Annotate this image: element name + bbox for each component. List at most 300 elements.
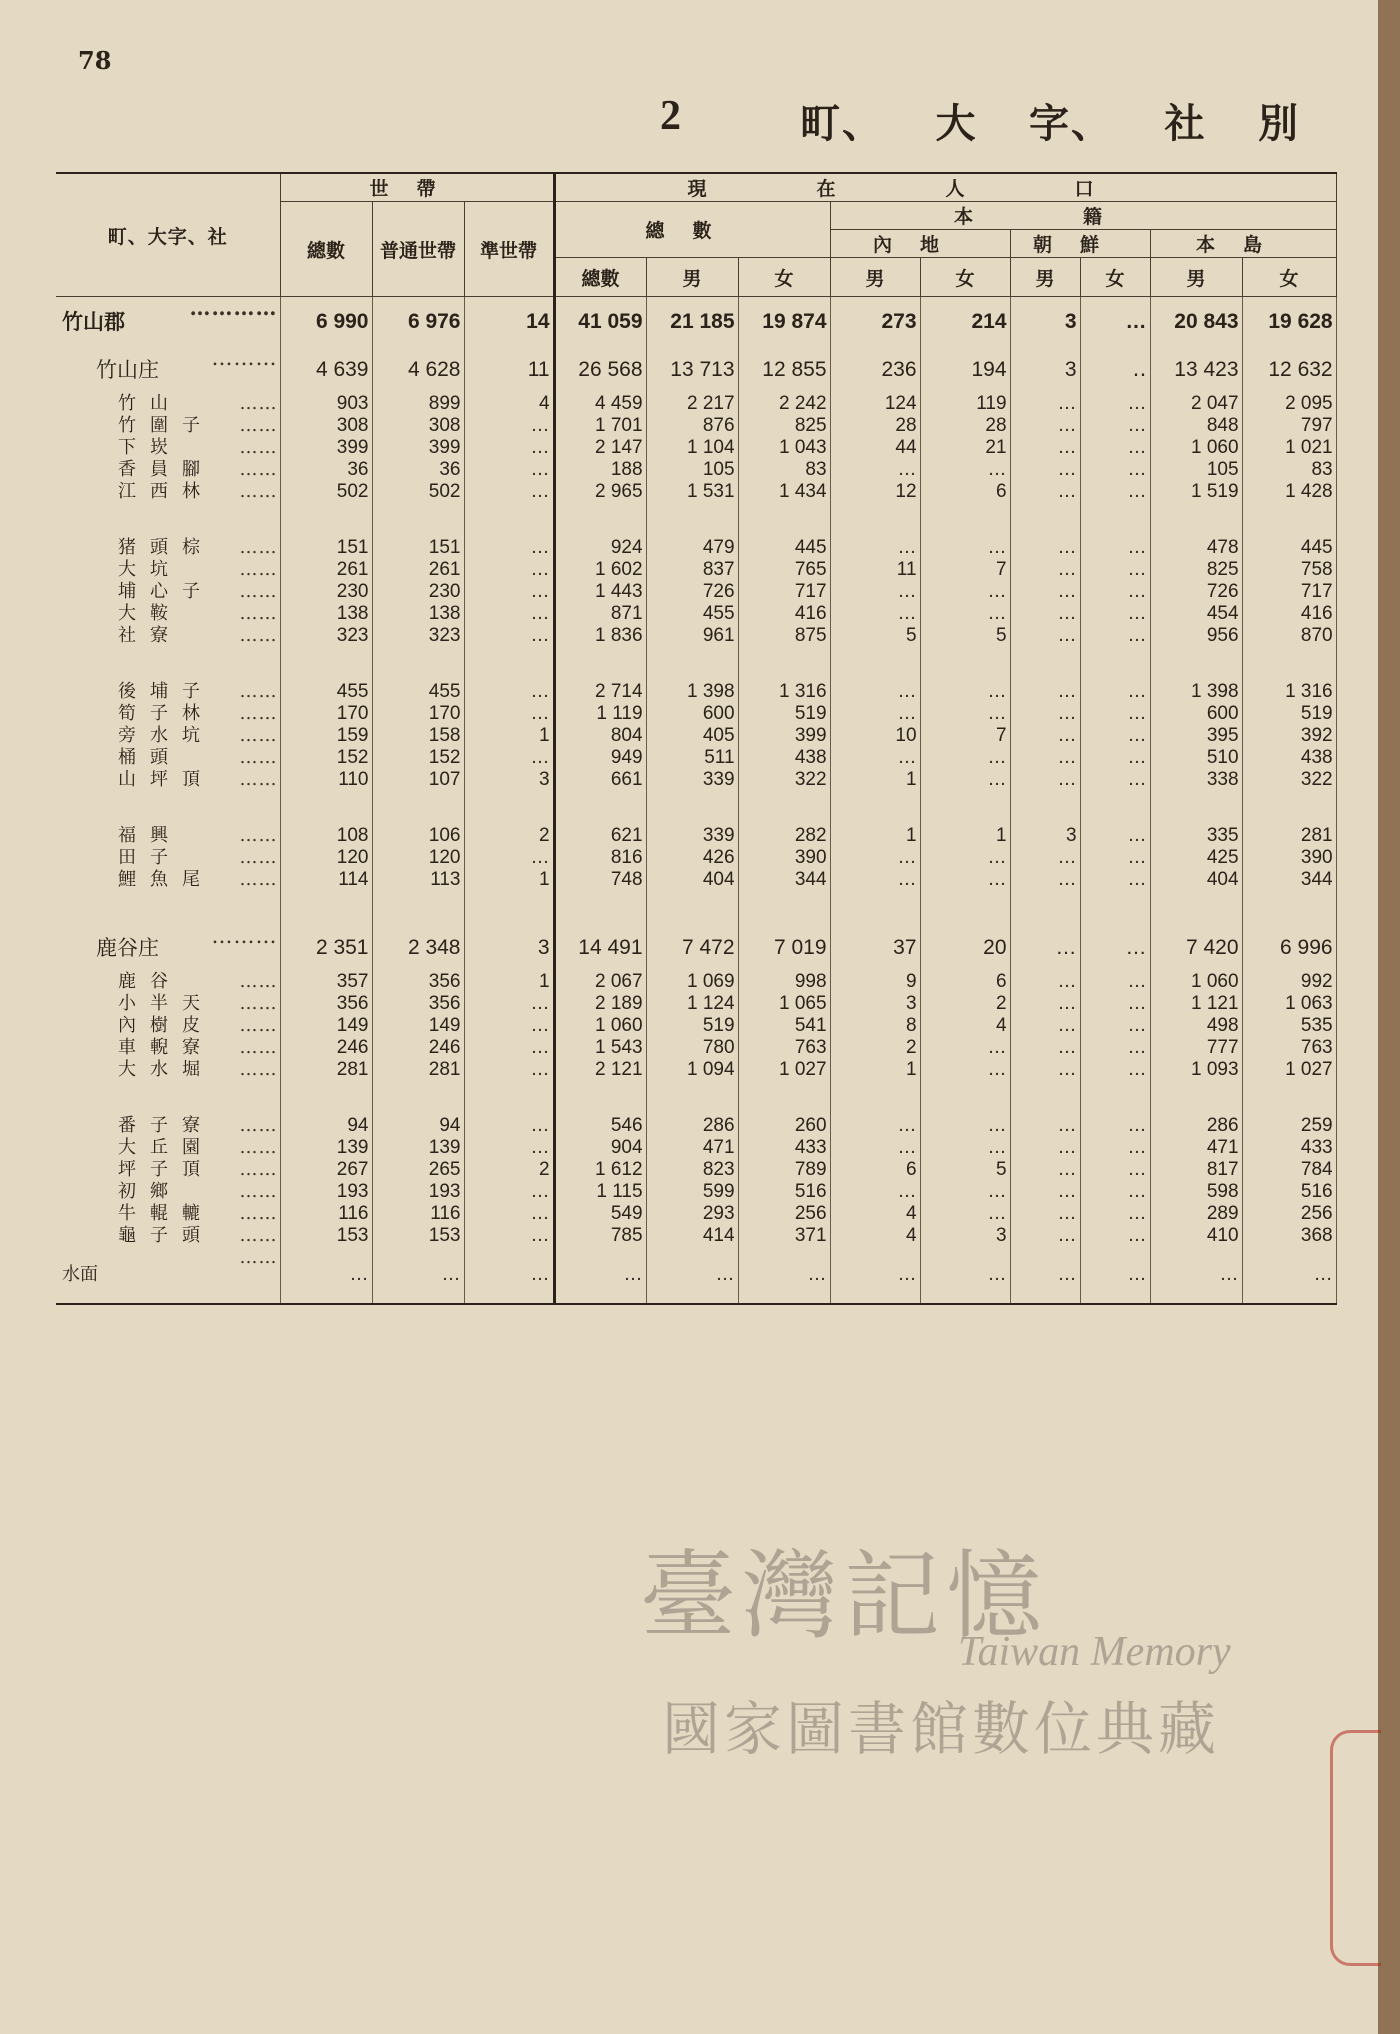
table-row: [56, 481, 1336, 503]
value-cell: 230: [372, 581, 464, 603]
value-cell: …: [1080, 1137, 1150, 1159]
value-cell: 600: [1150, 703, 1242, 725]
empty-cell: [1010, 891, 1080, 925]
table-row: [56, 393, 1336, 415]
row-name: 田子: [118, 847, 182, 868]
row-name-cell: [56, 847, 280, 869]
row-name-cell: [56, 1159, 280, 1181]
value-cell: 1 027: [1242, 1059, 1336, 1081]
leader-dots: ……: [239, 1115, 278, 1136]
row-name-cell: [56, 1225, 280, 1247]
value-cell: 36: [280, 459, 372, 481]
row-name: 鹿谷: [118, 971, 182, 992]
value-cell: 1 316: [738, 681, 830, 703]
leader-dots: ……: [239, 459, 278, 480]
title-char: 別: [1258, 100, 1300, 147]
leader-dots: ……: [239, 625, 278, 646]
value-cell: 516: [738, 1181, 830, 1203]
value-cell: 19 874: [738, 297, 830, 348]
value-cell: 899: [372, 393, 464, 415]
empty-cell: [1242, 647, 1336, 681]
value-cell: 3: [1010, 825, 1080, 847]
value-cell: 599: [646, 1181, 738, 1203]
leader-dots: ……: [239, 1225, 278, 1246]
value-cell: 124: [830, 393, 920, 415]
row-name-cell: [56, 993, 280, 1015]
value-cell: 322: [738, 769, 830, 791]
value-cell: …: [1080, 747, 1150, 769]
value-cell: 193: [372, 1181, 464, 1203]
row-name: 竹圍子: [118, 415, 214, 436]
header-chosen: 朝鮮: [1010, 230, 1150, 258]
value-cell: 3: [1010, 297, 1080, 348]
value-cell: 356: [372, 971, 464, 993]
value-cell: 797: [1242, 415, 1336, 437]
table-row: [56, 603, 1336, 625]
row-name-cell: [56, 1115, 280, 1137]
value-cell: 2: [464, 825, 554, 847]
row-name: 山坪頂: [118, 769, 214, 790]
value-cell: 416: [738, 603, 830, 625]
value-cell: 8: [830, 1015, 920, 1037]
row-name-cell: [56, 769, 280, 791]
leader-dots: ………: [211, 347, 278, 370]
empty-cell: [1080, 791, 1150, 825]
row-name: 大丘園: [118, 1137, 214, 1158]
value-cell: 356: [372, 993, 464, 1015]
value-cell: 455: [372, 681, 464, 703]
value-cell: 11: [464, 347, 554, 393]
row-name-cell: [56, 459, 280, 481]
table-row: [56, 415, 1336, 437]
value-cell: …: [1080, 1037, 1150, 1059]
value-cell: 105: [646, 459, 738, 481]
value-cell: 1 060: [554, 1015, 646, 1037]
value-cell: 414: [646, 1225, 738, 1247]
value-cell: 281: [372, 1059, 464, 1081]
value-cell: 837: [646, 559, 738, 581]
empty-cell: [920, 791, 1010, 825]
value-cell: …: [830, 1137, 920, 1159]
row-name-cell: [56, 747, 280, 769]
spacer-row: [56, 1081, 1336, 1115]
value-cell: 113: [372, 869, 464, 891]
value-cell: 2 095: [1242, 393, 1336, 415]
value-cell: 20 843: [1150, 297, 1242, 348]
value-cell: 1 094: [646, 1059, 738, 1081]
value-cell: …: [1080, 437, 1150, 459]
empty-cell: [372, 503, 464, 537]
value-cell: 4: [464, 393, 554, 415]
value-cell: …: [464, 681, 554, 703]
value-cell: 1 434: [738, 481, 830, 503]
value-cell: 1 543: [554, 1037, 646, 1059]
row-name-cell: [56, 625, 280, 647]
value-cell: 158: [372, 725, 464, 747]
leader-dots: ……: [239, 993, 278, 1014]
empty-cell: [554, 647, 646, 681]
header-female: 女: [920, 258, 1010, 297]
value-cell: …: [1010, 1159, 1080, 1181]
value-cell: …: [1010, 703, 1080, 725]
row-name-cell: [56, 1015, 280, 1037]
header-female: 女: [1242, 258, 1336, 297]
value-cell: …: [464, 581, 554, 603]
row-name: 大鞍: [118, 603, 182, 624]
value-cell: 110: [280, 769, 372, 791]
value-cell: 230: [280, 581, 372, 603]
value-cell: 1 602: [554, 559, 646, 581]
value-cell: 265: [372, 1159, 464, 1181]
value-cell: 502: [280, 481, 372, 503]
header-female: 女: [1080, 258, 1150, 297]
watermark: [640, 1520, 1300, 1763]
row-name-cell: [56, 481, 280, 503]
value-cell: …: [830, 847, 920, 869]
value-cell: 2: [830, 1037, 920, 1059]
leader-dots: ……: [239, 725, 278, 746]
value-cell: …: [1010, 625, 1080, 647]
value-cell: 7: [920, 559, 1010, 581]
value-cell: …: [830, 1181, 920, 1203]
value-cell: …: [920, 581, 1010, 603]
value-cell: 1: [920, 825, 1010, 847]
value-cell: 2 067: [554, 971, 646, 993]
value-cell: 282: [738, 825, 830, 847]
value-cell: 308: [280, 415, 372, 437]
header-male: 男: [1150, 258, 1242, 297]
value-cell: 138: [280, 603, 372, 625]
empty-cell: [920, 647, 1010, 681]
value-cell: 4: [830, 1225, 920, 1247]
value-cell: …: [1080, 1015, 1150, 1037]
value-cell: 152: [372, 747, 464, 769]
row-name: 鯉魚尾: [118, 869, 214, 890]
value-cell: 395: [1150, 725, 1242, 747]
value-cell: 789: [738, 1159, 830, 1181]
value-cell: …: [738, 1247, 830, 1304]
value-cell: 107: [372, 769, 464, 791]
value-cell: 214: [920, 297, 1010, 348]
empty-cell: [738, 503, 830, 537]
empty-cell: [738, 1081, 830, 1115]
value-cell: 1 060: [1150, 437, 1242, 459]
row-name-cell: [56, 681, 280, 703]
value-cell: 904: [554, 1137, 646, 1159]
value-cell: …: [1010, 1137, 1080, 1159]
table-row: [56, 1247, 1336, 1304]
value-cell: 194: [920, 347, 1010, 393]
empty-cell: [372, 1081, 464, 1115]
value-cell: 153: [372, 1225, 464, 1247]
value-cell: 116: [372, 1203, 464, 1225]
value-cell: …: [1080, 971, 1150, 993]
value-cell: 323: [372, 625, 464, 647]
value-cell: 1 836: [554, 625, 646, 647]
value-cell: …: [830, 581, 920, 603]
value-cell: 777: [1150, 1037, 1242, 1059]
value-cell: 10: [830, 725, 920, 747]
watermark-english: Taiwan Memory: [958, 1629, 1231, 1675]
empty-cell: [920, 1081, 1010, 1115]
value-cell: 479: [646, 537, 738, 559]
value-cell: 259: [1242, 1115, 1336, 1137]
value-cell: 28: [830, 415, 920, 437]
value-cell: …: [1080, 1059, 1150, 1081]
value-cell: …: [1010, 603, 1080, 625]
value-cell: 12: [830, 481, 920, 503]
empty-cell: [1242, 791, 1336, 825]
value-cell: …: [1010, 725, 1080, 747]
value-cell: …: [920, 537, 1010, 559]
value-cell: 621: [554, 825, 646, 847]
value-cell: 6 996: [1242, 925, 1336, 971]
leader-dots: ……: [239, 1015, 278, 1036]
value-cell: 356: [280, 993, 372, 1015]
value-cell: …: [1010, 581, 1080, 603]
value-cell: 956: [1150, 625, 1242, 647]
value-cell: 371: [738, 1225, 830, 1247]
value-cell: 1 063: [1242, 993, 1336, 1015]
value-cell: 390: [1242, 847, 1336, 869]
value-cell: 765: [738, 559, 830, 581]
table-body: [56, 297, 1336, 1305]
value-cell: 875: [738, 625, 830, 647]
value-cell: …: [1010, 481, 1080, 503]
value-cell: …: [1080, 559, 1150, 581]
value-cell: …: [464, 993, 554, 1015]
value-cell: …: [280, 1247, 372, 1304]
value-cell: 3: [920, 1225, 1010, 1247]
table-row: [56, 869, 1336, 891]
value-cell: 758: [1242, 559, 1336, 581]
page-number: 78: [78, 46, 112, 75]
value-cell: 267: [280, 1159, 372, 1181]
value-cell: 260: [738, 1115, 830, 1137]
row-name: 竹山庄: [96, 358, 159, 382]
value-cell: 13 423: [1150, 347, 1242, 393]
value-cell: …: [1080, 703, 1150, 725]
value-cell: 992: [1242, 971, 1336, 993]
empty-cell: [56, 503, 280, 537]
empty-cell: [738, 791, 830, 825]
red-stamp: [1330, 1730, 1381, 1966]
value-cell: 106: [372, 825, 464, 847]
value-cell: 335: [1150, 825, 1242, 847]
value-cell: …: [464, 703, 554, 725]
leader-dots: ……: [239, 481, 278, 502]
value-cell: 1 701: [554, 415, 646, 437]
header-male: 男: [1010, 258, 1080, 297]
value-cell: …: [1150, 1247, 1242, 1304]
empty-cell: [56, 791, 280, 825]
leader-dots: ……: [239, 769, 278, 790]
title-text: [800, 92, 1300, 149]
value-cell: …: [464, 481, 554, 503]
value-cell: 404: [646, 869, 738, 891]
value-cell: 2 965: [554, 481, 646, 503]
value-cell: 6: [920, 971, 1010, 993]
value-cell: 510: [1150, 747, 1242, 769]
value-cell: …: [1010, 415, 1080, 437]
value-cell: 549: [554, 1203, 646, 1225]
title-char: 字、: [1029, 100, 1113, 147]
value-cell: 28: [920, 415, 1010, 437]
value-cell: …: [1080, 625, 1150, 647]
row-name-cell: [56, 1137, 280, 1159]
value-cell: ‥: [1080, 347, 1150, 393]
row-name: 龜子頭: [118, 1225, 214, 1246]
value-cell: 1 121: [1150, 993, 1242, 1015]
value-cell: 399: [372, 437, 464, 459]
row-name-cell: [56, 437, 280, 459]
value-cell: 273: [830, 297, 920, 348]
value-cell: 83: [738, 459, 830, 481]
empty-cell: [280, 1081, 372, 1115]
row-name: 內樹皮: [118, 1015, 214, 1036]
value-cell: 151: [280, 537, 372, 559]
empty-cell: [372, 891, 464, 925]
value-cell: 1 428: [1242, 481, 1336, 503]
value-cell: …: [1010, 1037, 1080, 1059]
spacer-row: [56, 503, 1336, 537]
row-name: 下崁: [118, 437, 182, 458]
empty-cell: [56, 647, 280, 681]
empty-cell: [1150, 503, 1242, 537]
value-cell: …: [920, 1115, 1010, 1137]
value-cell: 12 855: [738, 347, 830, 393]
row-name-cell: [56, 825, 280, 847]
row-name-cell: [56, 1247, 280, 1304]
empty-cell: [646, 891, 738, 925]
value-cell: 2 121: [554, 1059, 646, 1081]
table-row: [56, 459, 1336, 481]
value-cell: …: [920, 681, 1010, 703]
value-cell: 535: [1242, 1015, 1336, 1037]
value-cell: 404: [1150, 869, 1242, 891]
value-cell: 1 027: [738, 1059, 830, 1081]
value-cell: …: [464, 1181, 554, 1203]
value-cell: 445: [1242, 537, 1336, 559]
leader-dots: ……: [239, 1059, 278, 1080]
table-row: [56, 581, 1336, 603]
page-title: [660, 92, 1300, 148]
empty-cell: [1150, 1081, 1242, 1115]
value-cell: …: [1080, 925, 1150, 971]
value-cell: 2 147: [554, 437, 646, 459]
row-name: 埔心子: [118, 581, 214, 602]
value-cell: …: [1010, 1181, 1080, 1203]
row-name: 福興: [118, 825, 182, 846]
value-cell: 5: [920, 625, 1010, 647]
empty-cell: [1242, 1081, 1336, 1115]
table-row: [56, 1115, 1336, 1137]
value-cell: 1 093: [1150, 1059, 1242, 1081]
empty-cell: [554, 503, 646, 537]
value-cell: …: [1080, 581, 1150, 603]
value-cell: 871: [554, 603, 646, 625]
value-cell: 949: [554, 747, 646, 769]
value-cell: 9: [830, 971, 920, 993]
value-cell: 14: [464, 297, 554, 348]
row-name: 竹山: [118, 393, 182, 414]
value-cell: 21: [920, 437, 1010, 459]
value-cell: 159: [280, 725, 372, 747]
leader-dots: ……: [239, 537, 278, 558]
value-cell: 1 043: [738, 437, 830, 459]
value-cell: 410: [1150, 1225, 1242, 1247]
value-cell: 817: [1150, 1159, 1242, 1181]
value-cell: 405: [646, 725, 738, 747]
value-cell: 105: [1150, 459, 1242, 481]
title-char: 社: [1164, 100, 1207, 147]
value-cell: 139: [280, 1137, 372, 1159]
table-row: [56, 925, 1336, 971]
value-cell: 6 976: [372, 297, 464, 348]
empty-cell: [646, 647, 738, 681]
empty-cell: [1242, 503, 1336, 537]
value-cell: 7: [920, 725, 1010, 747]
table-row: [56, 1015, 1336, 1037]
empty-cell: [56, 891, 280, 925]
empty-cell: [646, 791, 738, 825]
empty-cell: [830, 503, 920, 537]
value-cell: …: [920, 1247, 1010, 1304]
value-cell: 170: [280, 703, 372, 725]
value-cell: 1 104: [646, 437, 738, 459]
value-cell: 322: [1242, 769, 1336, 791]
value-cell: 2: [464, 1159, 554, 1181]
value-cell: …: [1010, 559, 1080, 581]
table-row: [56, 747, 1336, 769]
value-cell: 726: [646, 581, 738, 603]
value-cell: 519: [738, 703, 830, 725]
empty-cell: [464, 791, 554, 825]
value-cell: 426: [646, 847, 738, 869]
value-cell: …: [1080, 537, 1150, 559]
value-cell: 26 568: [554, 347, 646, 393]
value-cell: 478: [1150, 537, 1242, 559]
value-cell: 3: [464, 925, 554, 971]
value-cell: 784: [1242, 1159, 1336, 1181]
value-cell: …: [1010, 1203, 1080, 1225]
watermark-logo-text: 臺灣記憶: [640, 1540, 1048, 1652]
value-cell: 1 531: [646, 481, 738, 503]
empty-cell: [738, 891, 830, 925]
leader-dots: ……: [239, 1137, 278, 1158]
leader-dots: ……: [239, 747, 278, 768]
value-cell: …: [1080, 603, 1150, 625]
value-cell: 455: [280, 681, 372, 703]
value-cell: 286: [646, 1115, 738, 1137]
title-char: 大: [935, 100, 978, 147]
value-cell: …: [830, 747, 920, 769]
value-cell: 149: [372, 1015, 464, 1037]
table-row: [56, 1225, 1336, 1247]
value-cell: …: [1010, 971, 1080, 993]
header-present-population: 現在人口: [554, 173, 1336, 202]
value-cell: 44: [830, 437, 920, 459]
empty-cell: [920, 503, 1010, 537]
table-row: [56, 703, 1336, 725]
value-cell: 256: [1242, 1203, 1336, 1225]
row-name-cell: [56, 725, 280, 747]
value-cell: 256: [738, 1203, 830, 1225]
value-cell: 726: [1150, 581, 1242, 603]
leader-dots: ……: [239, 559, 278, 580]
table-row: [56, 625, 1336, 647]
empty-cell: [280, 503, 372, 537]
